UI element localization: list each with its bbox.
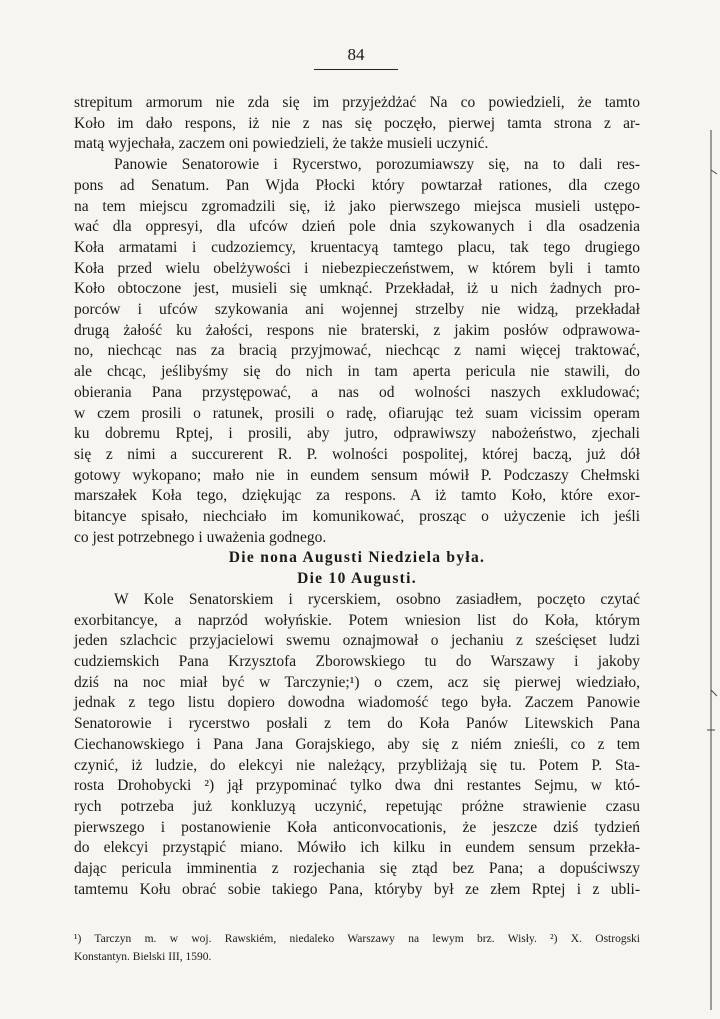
text-line: Ciechanowskiego i Pana Jana Gorajskiego, aby się z niém znieśli, co z tem [74, 735, 640, 753]
text-line: W Kole Senatorskiem i rycerskiem, osobno zasiadłem, poczęto czytać [114, 590, 640, 608]
section-heading-day: Die 10 Augusti. [297, 570, 417, 588]
text-line: jednak z tego listu dopiero dowodna wiadomość tego była. Zaczem Panowie [74, 694, 640, 712]
text-line: strepitum armorum nie zda się im przyjeżdżać Na co powiedzieli, że tamto [74, 94, 640, 111]
text-line: gotowy wykopano; mało nie in eundem sensum mówił P. Podczaszy Chełmski [74, 466, 640, 484]
text-line: pons ad Senatum. Pan Wjda Płocki który powtarzał rationes, dla czego [74, 176, 640, 194]
text-line: pierwszego i postanowienie Koła anticonvocationis, że jeszcze dziś tydzień [74, 818, 640, 836]
footnote-line: ¹) Tarczyn m. w woj. Rawskiém, niedaleko Warszawy na lewym brz. Wisły. ²) X. Ostrogski [74, 933, 640, 945]
text-line: Koło im dało respons, iż nie z nas się poczęło, pierwej tamta strona z ar- [74, 114, 640, 132]
text-line: na tem miejscu zgromadzili się, iż jako pierwszego miejsca musieli ustępo- [74, 197, 640, 215]
main-text [74, 93, 640, 900]
page-number-rule [314, 69, 398, 70]
text-line: ku dobremu Rptej, i prosili, aby jutro, odprawiwszy nabożeństwo, zjechali [74, 425, 640, 443]
text-line: do elekcyi przystąpić miano. Mówiło ich kilku in eundem sensum przekła- [74, 839, 640, 857]
text-line: dając pericula imminentia z rozjechania się ztąd bez Pana; a dopuściwszy [74, 860, 640, 878]
text-line: bitancye spisało, niechciało im komunikować, prosząc o użyczenie ich jeśli [74, 508, 640, 526]
text-line: Koło obtoczone jest, musieli się umknąć. Przekładał, iż u nich żadnych pro- [74, 280, 640, 298]
text-line: w czem prosili o ratunek, prosili o radę, ofiarując też suam vicissim operam [74, 404, 640, 422]
paragraph-1 [74, 93, 640, 155]
text-line: Panowie Senatorowie i Rycerstwo, porozumiawszy się, na to dali res- [114, 156, 640, 174]
text-line: porców i ufców szykowania ani wojennej strzelby nie widzą, przekładał [74, 301, 640, 319]
text-line: obierania Pana przystępować, a nas od wolności naszych exkludować; [74, 383, 640, 401]
text-line: drugą żałość ku żałości, respons nie braterski, z jakim posłów odprawowa- [74, 321, 640, 339]
text-line: exorbitancye, a naprzód wołyńskie. Potem wniesion list do Koła, którym [74, 611, 640, 629]
text-line: marszałek Koła tego, dziękując za respons. A iż tamto Koło, które exor- [74, 487, 640, 505]
text-line: tamtemu Kołu obrać sobie takiego Pana, któryby był ze złem Rptej i z ubli- [74, 880, 640, 898]
page-number: 84 [347, 45, 365, 64]
text-line: czynić, iż ludzie, do elekcyi nie należący, przybliżają się tu. Potem P. Sta- [74, 756, 640, 774]
section-heading-date: Die nona Augusti Niedziela była. [228, 549, 486, 567]
text-line: jeden szlachcic przyjacielowi swemu oznajmował o jechaniu z sześcięset ludzi [74, 632, 640, 650]
paragraph-3 [74, 590, 640, 901]
binding-margin-mark [702, 130, 720, 1010]
text-line: rosta Drohobycki ²) jął przypominać tylko dwa dni restantes Sejmu, w któ- [74, 777, 640, 795]
text-line: Koła przed wielu obelżywości i niebezpieczeństwem, w którem byli i tamto [74, 259, 640, 277]
text-line: ale chcąc, jeślibyśmy się do nich in tam aperta pericula nie stawili, do [74, 363, 640, 381]
text-line: wać dla oppresyi, dla ufców dzień pole dnia szykowanych i dla osadzenia [74, 218, 640, 236]
text-line: się z nimi a succurerent R. P. wolności pospolitej, której baczą, już dół [74, 445, 640, 463]
text-line: matą wyjechała, zaczem oni powiedzieli, że także musieli uczynić. [74, 135, 489, 153]
footnotes [74, 930, 640, 966]
text-line: co jest potrzebnego i uważenia godnego. [74, 528, 327, 546]
paragraph-2 [74, 155, 640, 548]
text-line: rych potrzeba już konkluzyą uczynić, repetując próżne strawienie czasu [74, 797, 640, 815]
text-line: cudziemskich Pana Krzysztofa Zborowskiego tu do Warszawy i jakoby [74, 652, 640, 670]
text-line: no, niechcąc nas za bracią przyjmować, niechcąc z nami więcej traktować, [74, 342, 640, 360]
footnote-line: Konstantyn. Bielski III, 1590. [74, 951, 212, 963]
text-line: dziś na noc miał być w Tarczynie;¹) o czem, acz się pierwej wiedziało, [74, 673, 640, 691]
text-line: Koła armatami i cudzoziemcy, kruentacyą tamtego placu, tak tego drugiego [74, 238, 640, 256]
text-line: Senatorowie i rycerstwo posłali z tem do Koła Panów Litewskich Pana [74, 715, 640, 733]
